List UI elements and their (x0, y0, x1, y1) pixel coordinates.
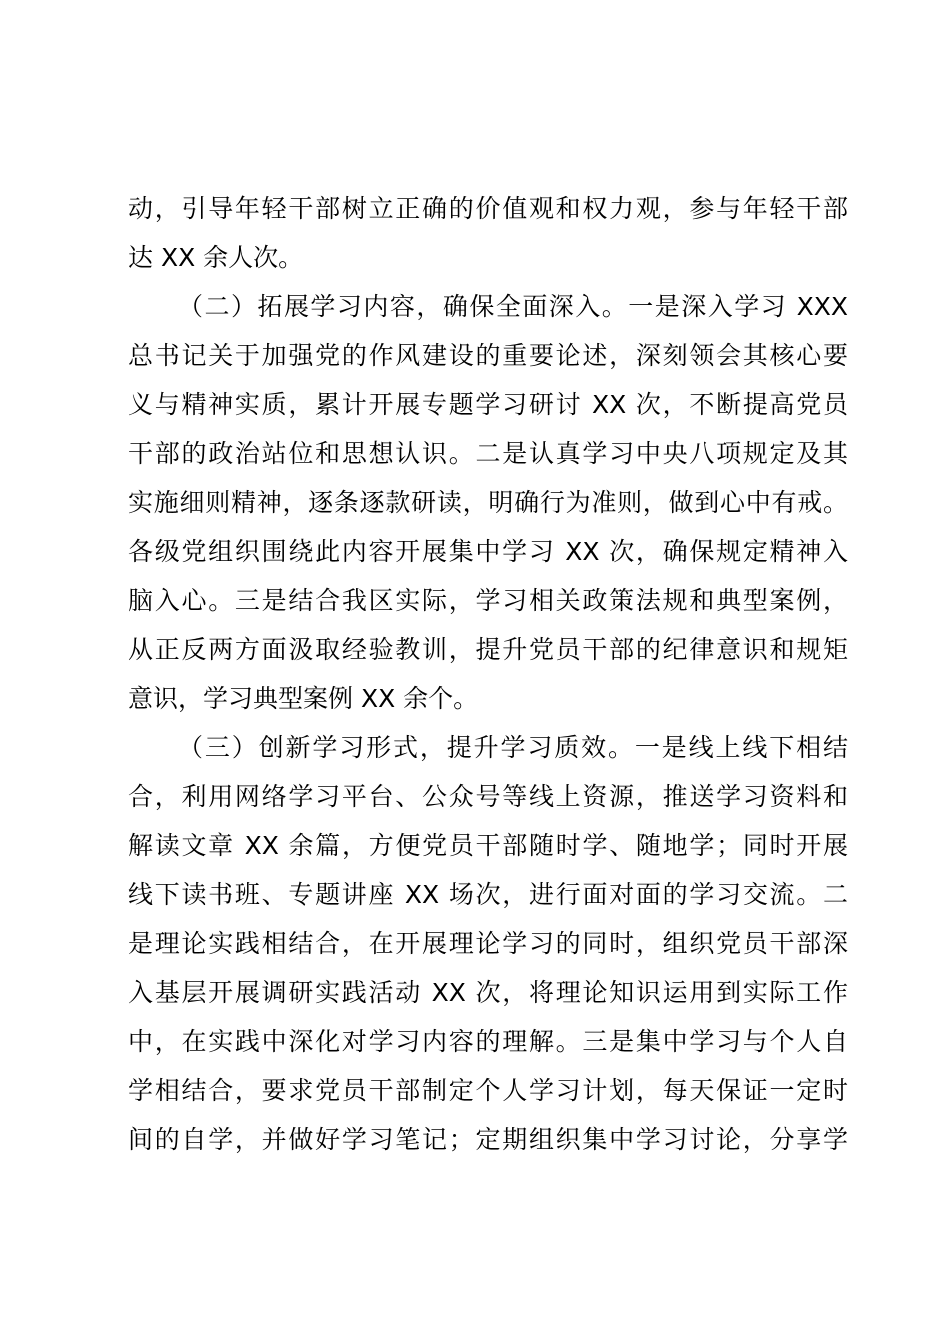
text-line: 入基层开展调研实践活动 XX 次，将理论知识运用到实际工作 (128, 978, 848, 1007)
text-line: 干部的政治站位和思想认识。二是认真学习中央八项规定及其 (128, 439, 848, 468)
text-line: 线下读书班、专题讲座 XX 场次，进行面对面的学习交流。二 (128, 880, 848, 909)
text-line: 间的自学，并做好学习笔记；定期组织集中学习讨论，分享学 (128, 1125, 848, 1154)
text-line: 义与精神实质，累计开展专题学习研讨 XX 次，不断提高党员 (128, 390, 848, 419)
text-line: 意识，学习典型案例 XX 余个。 (128, 684, 479, 713)
text-line: 学相结合，要求党员干部制定个人学习计划，每天保证一定时 (128, 1076, 848, 1105)
text-line: 各级党组织围绕此内容开展集中学习 XX 次，确保规定精神入 (128, 537, 848, 566)
paragraph-heading-line: （三）创新学习形式，提升学习质效。一是线上线下相结 (178, 733, 848, 762)
text-line: 中，在实践中深化对学习内容的理解。三是集中学习与个人自 (128, 1027, 848, 1056)
text-line: 实施细则精神，逐条逐款研读，明确行为准则，做到心中有戒。 (128, 488, 848, 517)
text-line: 脑入心。三是结合我区实际，学习相关政策法规和典型案例， (128, 586, 848, 615)
text-line: 从正反两方面汲取经验教训，提升党员干部的纪律意识和规矩 (128, 635, 848, 664)
text-line: 达 XX 余人次。 (128, 243, 304, 272)
text-line: 是理论实践相结合，在开展理论学习的同时，组织党员干部深 (128, 929, 848, 958)
text-line: 总书记关于加强党的作风建设的重要论述，深刻领会其核心要 (128, 341, 848, 370)
text-line: 合，利用网络学习平台、公众号等线上资源，推送学习资料和 (128, 782, 848, 811)
text-line: 解读文章 XX 余篇，方便党员干部随时学、随地学；同时开展 (128, 831, 848, 860)
text-line: 动，引导年轻干部树立正确的价值观和权力观，参与年轻干部 (128, 194, 848, 223)
body-text (128, 184, 848, 1164)
paragraph-heading-line: （二）拓展学习内容，确保全面深入。一是深入学习 XXX (178, 292, 848, 321)
